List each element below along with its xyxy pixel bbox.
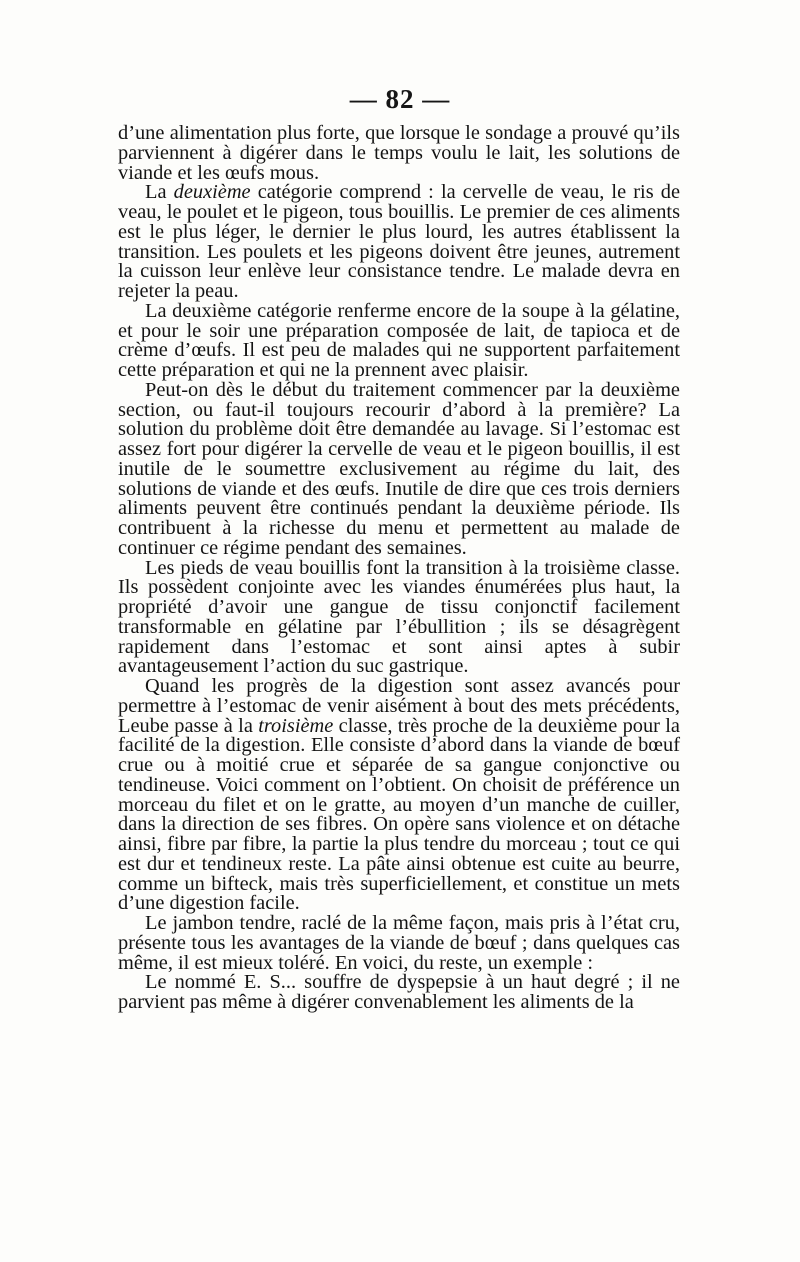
text-run: La (145, 181, 174, 204)
paragraph-p3 (118, 299, 680, 381)
text-run: d’une alimentation plus forte, que lorsque le sondage a prouvé qu’ils parviennent à digérer dans le temps voulu le lait, les solutions de viande et les œufs mous. (118, 122, 680, 184)
paragraph-p6 (118, 677, 680, 914)
italic-term: deuxième (173, 181, 251, 204)
text-run: catégorie comprend : la cervelle de veau, le ris de veau, le poulet et le pigeon, tous bouillis. Le premier de ces aliments est le plus léger, le dernier le plus lourd, les autres établissent la transition. Les poulets et les pigeons doivent être jeunes, autrement la cuisson leur enlève leur consistance tendre. Le malade devra en rejeter la peau. (118, 181, 681, 302)
page-number: — 82 — (349, 84, 451, 114)
text-run: classe, très proche de la deuxième pour la facilité de la digestion. Elle consiste d’abord dans la viande de bœuf crue ou à moitié crue et séparée de sa gangue conjonctive ou tendineuse. Voici comment on l’obtient. On choisit de préférence un morceau du filet et on le gratte, au moyen d’un manche de cuiller, dans la direction de ses fibres. On opère sans violence et on détache ainsi, fibre par fibre, la partie la plus tendre du morceau ; tout ce qui est dur et tendineux reste. La pâte ainsi obtenue est cuite au beurre, comme un bifteck, mais très superficiellement, et constitue un mets d’une digestion facile. (118, 714, 680, 915)
text-run: Le nommé E. S... souffre de dyspepsie à un haut degré ; il ne parvient pas même à digérer convenablement les aliments de la (118, 971, 680, 1013)
paragraph-p5 (118, 556, 680, 678)
text-run: Les pieds de veau bouillis font la transition à la troisième classe. Ils possèdent conjointe avec les viandes énumérées plus haut, la propriété d’avoir une gangue de tissu conjonctif facilement transformable en gélatine par l’ébullition ; ils se désagrègent rapidement dans l’estomac et sont ainsi aptes à subir avantageusement l’action du suc gastrique. (118, 556, 680, 678)
text-run: Quand les progrès de la digestion sont assez avancés pour permettre à l’estomac de venir aisément à bout des mets précédents, Leube passe à la (118, 675, 680, 737)
text-run: Peut-on dès le début du traitement commencer par la deuxième section, ou faut-il toujours recourir d’abord à la première? La solution du problème doit être demandée au lavage. Si l’estomac est assez fort pour digérer la cervelle de veau et le pigeon bouillis, il est inutile de le soumettre exclusivement au régime du lait, des solutions de viande et des œufs. Inutile de dire que ces trois derniers aliments peuvent être continués pendant la deuxième période. Ils contribuent à la richesse du menu et permettent au malade de continuer ce régime pendant des semaines. (118, 378, 680, 559)
text-run: La deuxième catégorie renferme encore de la soupe à la gélatine, et pour le soir une préparation composée de lait, de tapioca et de crème d’œufs. Il est peu de malades qui ne supportent parfaitement cette préparation et qui ne la prennent avec plaisir. (118, 299, 680, 381)
text-run: Le jambon tendre, raclé de la même façon, mais pris à l’état cru, présente tous les avantages de la viande de bœuf ; dans quelques cas même, il est mieux toléré. En voici, du reste, un exemple : (118, 912, 680, 974)
paragraph-p1 (118, 124, 680, 183)
paragraph-p8 (118, 973, 680, 1013)
italic-term: troisième (258, 714, 334, 737)
paragraph-p2 (118, 183, 680, 302)
paragraph-p7 (118, 914, 680, 973)
body-text (118, 124, 680, 1013)
paragraph-p4 (118, 378, 680, 559)
